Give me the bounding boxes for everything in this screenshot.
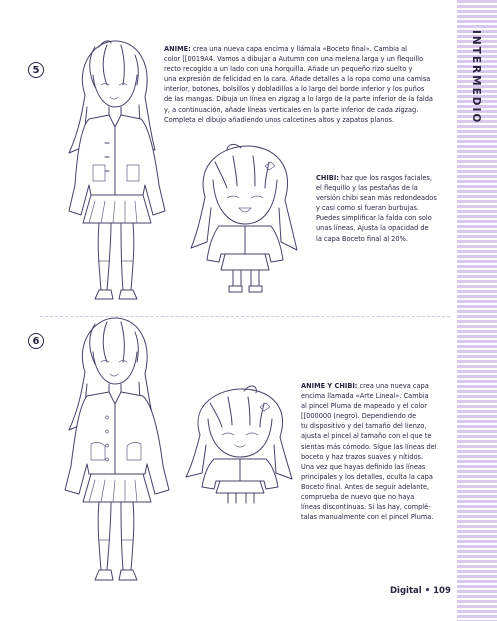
step-5-anime-lead: ANIME: bbox=[164, 45, 191, 53]
step-5-anime-line-0: crea una nueva capa encima y llámala «Boceto final». Cambia al bbox=[190, 45, 407, 53]
step-5-badge: 5 bbox=[28, 62, 44, 78]
step-5-anime-line-5: de las mangas. Dibuja un línea en zigzag a lo largo de la parte inferior de la falda bbox=[164, 95, 433, 104]
step-5-anime-line-7: Completa el dibujo añadiendo unos calcetines altos y zapatos planos. bbox=[164, 115, 395, 124]
step-5-chibi-line-6: la capa Boceto final al 20%. bbox=[316, 234, 408, 243]
step-5-anime-line-1: color [[0019A4. Vamos a dibujar a Autumn con una melena larga y un flequillo bbox=[164, 55, 424, 64]
footer-section: Digital bbox=[390, 586, 422, 596]
step-6-line-6: sientas más cómodo. Sigue las líneas del bbox=[301, 442, 437, 451]
step-5-anime-line-2: recto recogido a un lado con una horquilla. Añade un pequeño rizo suelto y bbox=[164, 65, 413, 74]
step-5-anime-line-3: una expresión de felicidad en la cara. Añade detalles a la ropa como una camisa bbox=[164, 75, 431, 84]
step-5-anime-text bbox=[164, 44, 450, 125]
step-6-line-11: comprueba de nuevo que no haya bbox=[301, 493, 415, 502]
step-6-lead: ANIME Y CHIBI: bbox=[301, 382, 358, 390]
step-6-line-13: talas manualmente con el pincel Pluma. bbox=[301, 513, 434, 522]
step-6-line-12: líneas discontinuas. Si las hay, complé- bbox=[301, 503, 431, 512]
step-5-chibi-line-4: Puedes simplificar la falda con solo bbox=[316, 214, 432, 223]
page-footer bbox=[390, 586, 460, 596]
step-5-anime-line-6: y, a continuación, añade líneas verticales en la parte inferior de cada zigzag. bbox=[164, 105, 419, 114]
step-6-line-7: boceto y haz trazos suaves y nítidos. bbox=[301, 452, 424, 461]
step-5-chibi-lead: CHIBI: bbox=[316, 174, 339, 182]
step-5-anime-line-4: interior, botones, bolsillos y dobladillos a lo largo del borde inferior y los puños bbox=[164, 85, 425, 94]
step-6-line-9: principales y los detalles, oculta la capa bbox=[301, 472, 433, 481]
step-6-line-2: al pincel Pluma de mapeado y el color bbox=[301, 402, 427, 411]
step-6-line-10: Boceto final. Antes de seguir adelante, bbox=[301, 482, 430, 491]
step-6-line-0: crea una nueva capa bbox=[357, 382, 429, 390]
page-number: 109 bbox=[433, 586, 451, 596]
side-tab-label: INTERMEDIO bbox=[470, 30, 482, 125]
step-5-chibi-line-1: el flequillo y las pestañas de la bbox=[316, 184, 418, 193]
step-5-chibi-line-2: versión chibi sean más redondeados bbox=[316, 194, 437, 203]
step-6-chibi-figure-illustration bbox=[180, 385, 300, 510]
step-5-chibi-line-0: haz que los rasgos faciales, bbox=[338, 174, 432, 182]
step-5-chibi-line-5: unas líneas. Ajusta la opacidad de bbox=[316, 224, 429, 233]
step-5-chibi-line-3: y casi como si fueran burbujas. bbox=[316, 204, 420, 213]
step-5-anime-figure-illustration bbox=[55, 35, 170, 310]
step-6-line-4: tu dispositivo y del tamaño del lienzo, bbox=[301, 422, 427, 431]
footer-separator: • bbox=[424, 586, 431, 596]
step-6-line-5: ajusta el pincel al tamaño con el que te bbox=[301, 432, 432, 441]
step-6-badge: 6 bbox=[28, 333, 44, 349]
step-6-text bbox=[301, 381, 453, 522]
step-6-line-1: encima llamada «Arte Lineal». Cambia bbox=[301, 392, 429, 401]
step-6-line-3: [[000000 (negro). Dependiendo de bbox=[301, 412, 417, 421]
step-5-chibi-figure-illustration bbox=[185, 142, 305, 297]
step-6-anime-figure-illustration bbox=[55, 312, 175, 590]
step-6-line-8: Una vez que hayas definido las líneas bbox=[301, 462, 426, 471]
step-5-chibi-text bbox=[316, 173, 456, 244]
